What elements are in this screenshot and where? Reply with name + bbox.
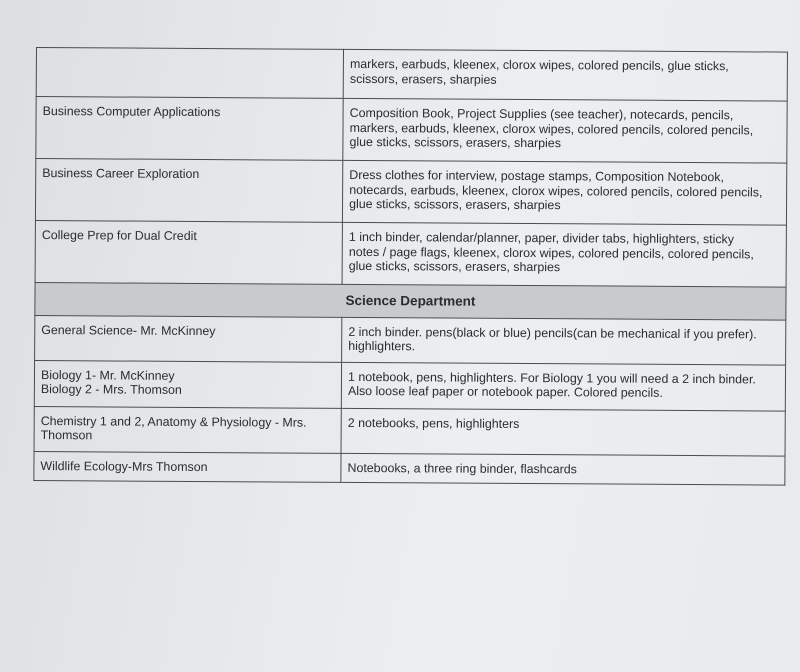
course-cell [36, 48, 343, 99]
supplies-text: 1 notebook, pens, highlighters. For Biology 1 you will need a 2 inch binder. [348, 369, 756, 386]
course-name: Business Career Exploration [42, 166, 200, 181]
supplies-cell [341, 362, 785, 411]
supplies-text: Notebooks, a three ring binder, flashcards [347, 460, 577, 476]
supplies-text: Also loose leaf paper or notebook paper. Colored pencils. [347, 383, 663, 400]
table-row [36, 97, 787, 164]
course-name: Biology 2 - Mrs. Thomson [40, 382, 182, 397]
course-cell [35, 159, 342, 223]
course-name: Business Computer Applications [42, 104, 221, 120]
section-title: Science Department [35, 282, 786, 319]
supplies-text: glue sticks, scissors, erasers, sharpies [348, 258, 561, 275]
course-name: General Science- Mr. McKinney [41, 322, 216, 338]
supplies-text: 1 inch binder, calendar/planner, paper, divider tabs, highlighters, sticky [348, 229, 735, 247]
supplies-text: 2 notebooks, pens, highlighters [347, 415, 520, 431]
supplies-text: notes / page flags, kleenex, clorox wipes, colored pencils, colored pencils, [348, 244, 754, 261]
table-row [36, 48, 787, 102]
course-name: College Prep for Dual Credit [41, 228, 197, 243]
table-row [35, 315, 786, 365]
table-row [34, 360, 785, 411]
supplies-text: glue sticks, scissors, erasers, sharpies [349, 134, 561, 151]
course-cell [34, 360, 341, 408]
supplies-text: Composition Book, Project Supplies (see teacher), notecards, pencils, [349, 105, 734, 123]
course-cell [36, 97, 343, 161]
supplies-text: glue sticks, scissors, erasers, sharpies [349, 196, 561, 213]
supplies-text: Dress clothes for interview, postage stamps, Composition Notebook, [349, 167, 725, 185]
course-cell [34, 451, 341, 482]
course-name: Chemistry 1 and 2, Anatomy & Physiology - Mrs. [40, 413, 307, 430]
supplies-cell [342, 222, 786, 287]
table-row [34, 451, 785, 485]
section-header-row [35, 282, 786, 319]
course-name [43, 55, 337, 57]
table-row [35, 220, 786, 287]
supplies-text: markers, earbuds, kleenex, clorox wipes, colored pencils, colored pencils, [349, 120, 754, 137]
course-name: Thomson [40, 428, 93, 443]
supplies-cell [343, 49, 787, 101]
table-row [34, 406, 785, 456]
course-name: Wildlife Ecology-Mrs Thomson [40, 458, 208, 474]
supplies-text: markers, earbuds, kleenex, clorox wipes, colored pencils, glue sticks, [349, 56, 729, 74]
table-row [35, 159, 786, 226]
course-cell [35, 315, 342, 362]
supplies-cell [343, 160, 787, 225]
supplies-text: scissors, erasers, sharpies [349, 71, 497, 87]
supplies-text: notecards, earbuds, kleenex, clorox wipes, colored pencils, colored pencils, [349, 182, 763, 199]
supplies-text: highlighters. [348, 338, 416, 354]
course-cell [34, 406, 341, 453]
course-cell [35, 220, 342, 284]
supplies-text: 2 inch binder. pens(black or blue) pencils(can be mechanical if you prefer). [348, 324, 757, 341]
supplies-cell [341, 453, 785, 485]
supplies-cell [342, 317, 786, 365]
supplies-cell [343, 98, 787, 163]
supply-list-table [33, 47, 788, 485]
supplies-cell [341, 408, 785, 456]
course-name: Biology 1- Mr. McKinney [40, 367, 175, 383]
